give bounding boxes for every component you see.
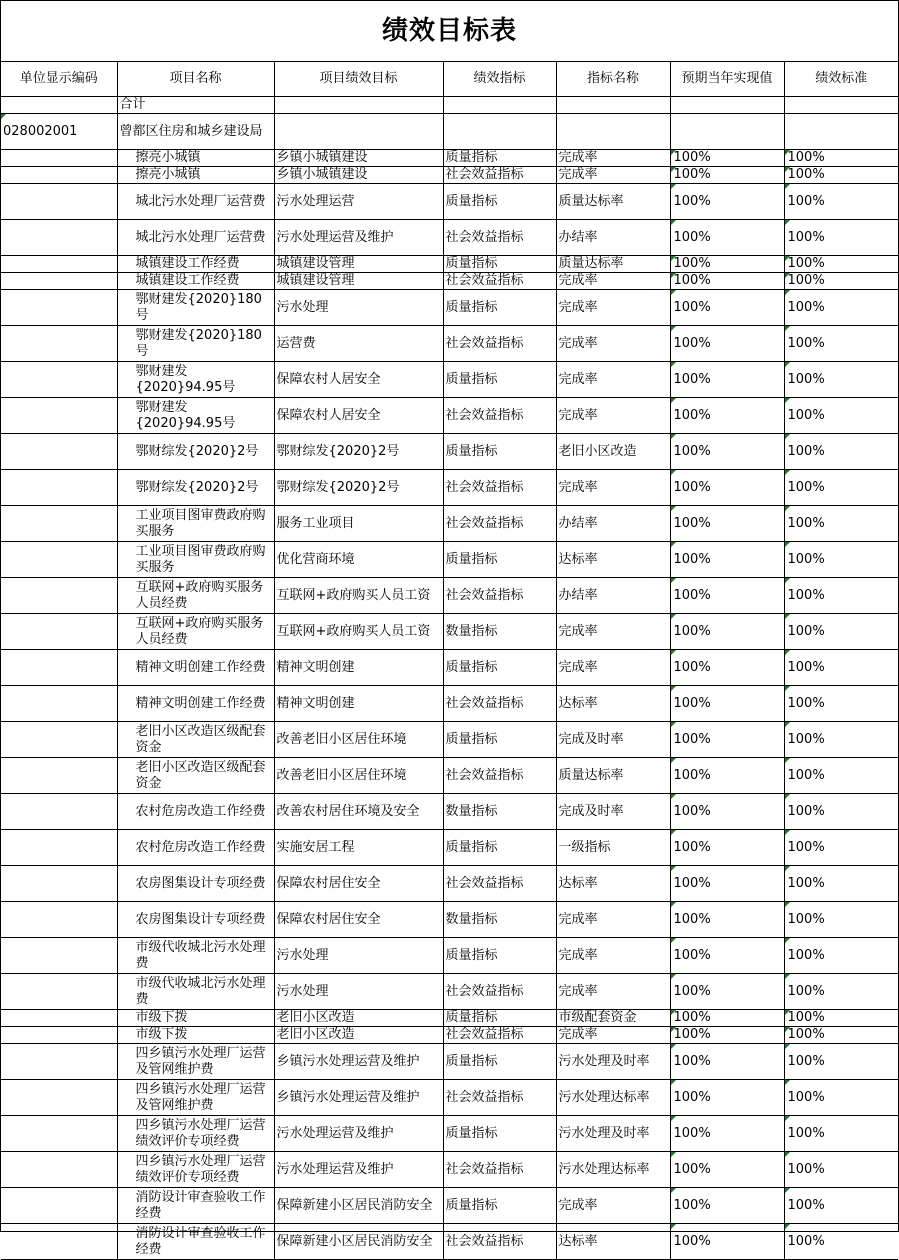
table-row — [1, 506, 898, 542]
project-goal-cell: 精神文明创建 — [274, 686, 443, 722]
project-name-cell: 农村危房改造工作经费 — [117, 794, 274, 830]
unit-code-cell — [1, 362, 117, 398]
indicator-cell: 社会效益指标 — [443, 220, 556, 256]
unit-code-cell — [1, 220, 117, 256]
standard-cell: 100% — [784, 614, 898, 650]
project-goal-cell: 互联网+政府购买人员工资 — [274, 614, 443, 650]
standard-cell: 100% — [784, 1080, 898, 1116]
table-row — [1, 470, 898, 506]
expected-value-cell: 100% — [670, 362, 784, 398]
table-row — [1, 1044, 898, 1080]
table-row — [1, 1224, 898, 1260]
project-name-cell: 消防设计审查验收工作经费 — [117, 1224, 274, 1260]
metric-name-cell: 完成率 — [556, 167, 670, 184]
project-goal-cell: 城镇建设管理 — [274, 273, 443, 290]
unit-code-cell — [1, 273, 117, 290]
header-unit-code: 单位显示编码 — [1, 62, 117, 97]
expected-value-cell: 100% — [670, 650, 784, 686]
table-row — [1, 290, 898, 326]
project-goal-cell: 保障农村人居安全 — [274, 362, 443, 398]
expected-value-cell: 100% — [670, 506, 784, 542]
indicator-cell: 社会效益指标 — [443, 866, 556, 902]
metric-name-cell: 达标率 — [556, 1224, 670, 1260]
metric-name-cell: 完成率 — [556, 470, 670, 506]
expected-value-cell: 100% — [670, 1116, 784, 1152]
total-label: 合计 — [117, 97, 274, 114]
unit-code-cell — [1, 326, 117, 362]
indicator-cell: 社会效益指标 — [443, 470, 556, 506]
table-row — [1, 542, 898, 578]
unit-code-cell — [1, 938, 117, 974]
unit-code-cell — [1, 1188, 117, 1224]
metric-name-cell: 一级指标 — [556, 830, 670, 866]
department-code: 028002001 — [1, 114, 117, 150]
expected-value-cell: 100% — [670, 794, 784, 830]
project-goal-cell: 改善老旧小区居住环境 — [274, 758, 443, 794]
indicator-cell: 质量指标 — [443, 290, 556, 326]
indicator-cell: 社会效益指标 — [443, 506, 556, 542]
unit-code-cell — [1, 150, 117, 167]
department-name: 曾都区住房和城乡建设局 — [117, 114, 274, 150]
expected-value-cell: 100% — [670, 1224, 784, 1260]
standard-cell: 100% — [784, 1224, 898, 1260]
standard-cell: 100% — [784, 1010, 898, 1027]
expected-value-cell: 100% — [670, 542, 784, 578]
indicator-cell: 质量指标 — [443, 256, 556, 273]
table-row — [1, 220, 898, 256]
header-metric-name: 指标名称 — [556, 62, 670, 97]
metric-name-cell: 完成率 — [556, 938, 670, 974]
table-row — [1, 866, 898, 902]
indicator-cell: 社会效益指标 — [443, 578, 556, 614]
metric-name-cell: 完成率 — [556, 326, 670, 362]
metric-name-cell: 质量达标率 — [556, 256, 670, 273]
standard-cell: 100% — [784, 184, 898, 220]
unit-code-cell — [1, 866, 117, 902]
project-goal-cell: 实施安居工程 — [274, 830, 443, 866]
table-row — [1, 902, 898, 938]
header-project-name: 项目名称 — [117, 62, 274, 97]
metric-name-cell: 完成及时率 — [556, 794, 670, 830]
project-name-cell: 擦亮小城镇 — [117, 167, 274, 184]
project-goal-cell: 运营费 — [274, 326, 443, 362]
table-row — [1, 1027, 898, 1044]
standard-cell: 100% — [784, 220, 898, 256]
table-row — [1, 434, 898, 470]
project-goal-cell: 城镇建设管理 — [274, 256, 443, 273]
standard-cell: 100% — [784, 938, 898, 974]
indicator-cell: 社会效益指标 — [443, 398, 556, 434]
metric-name-cell: 完成率 — [556, 614, 670, 650]
unit-code-cell — [1, 256, 117, 273]
project-goal-cell: 服务工业项目 — [274, 506, 443, 542]
indicator-cell: 社会效益指标 — [443, 974, 556, 1010]
indicator-cell: 质量指标 — [443, 722, 556, 758]
expected-value-cell: 100% — [670, 1152, 784, 1188]
expected-value-cell: 100% — [670, 220, 784, 256]
project-goal-cell: 乡镇小城镇建设 — [274, 150, 443, 167]
metric-name-cell: 完成率 — [556, 974, 670, 1010]
header-row — [1, 62, 898, 97]
unit-code-cell — [1, 614, 117, 650]
project-name-cell: 消防设计审查验收工作经费 — [117, 1188, 274, 1224]
unit-code-cell — [1, 830, 117, 866]
standard-cell: 100% — [784, 167, 898, 184]
metric-name-cell: 完成率 — [556, 362, 670, 398]
table-row — [1, 1152, 898, 1188]
expected-value-cell: 100% — [670, 866, 784, 902]
project-goal-cell: 污水处理运营及维护 — [274, 220, 443, 256]
indicator-cell: 质量指标 — [443, 1010, 556, 1027]
standard-cell: 100% — [784, 794, 898, 830]
project-name-cell: 市级代收城北污水处理费 — [117, 974, 274, 1010]
department-row — [1, 114, 898, 150]
project-name-cell: 农村危房改造工作经费 — [117, 830, 274, 866]
standard-cell: 100% — [784, 686, 898, 722]
project-name-cell: 工业项目图审费政府购买服务 — [117, 506, 274, 542]
standard-cell: 100% — [784, 830, 898, 866]
expected-value-cell: 100% — [670, 578, 784, 614]
unit-code-cell — [1, 434, 117, 470]
metric-name-cell: 完成率 — [556, 150, 670, 167]
standard-cell: 100% — [784, 1116, 898, 1152]
table-row — [1, 1080, 898, 1116]
project-name-cell: 精神文明创建工作经费 — [117, 686, 274, 722]
standard-cell: 100% — [784, 578, 898, 614]
unit-code-cell — [1, 974, 117, 1010]
table-row — [1, 1116, 898, 1152]
metric-name-cell: 办结率 — [556, 506, 670, 542]
metric-name-cell: 办结率 — [556, 220, 670, 256]
indicator-cell: 质量指标 — [443, 830, 556, 866]
table-row — [1, 256, 898, 273]
unit-code-cell — [1, 542, 117, 578]
indicator-cell: 社会效益指标 — [443, 273, 556, 290]
header-expected-value: 预期当年实现值 — [670, 62, 784, 97]
expected-value-cell: 100% — [670, 758, 784, 794]
indicator-cell: 社会效益指标 — [443, 1027, 556, 1044]
table-row — [1, 578, 898, 614]
expected-value-cell: 100% — [670, 722, 784, 758]
performance-table — [1, 62, 898, 1260]
indicator-cell: 社会效益指标 — [443, 758, 556, 794]
project-goal-cell: 污水处理 — [274, 938, 443, 974]
standard-cell: 100% — [784, 974, 898, 1010]
unit-code-cell — [1, 1044, 117, 1080]
project-goal-cell: 乡镇污水处理运营及维护 — [274, 1080, 443, 1116]
project-goal-cell: 污水处理运营及维护 — [274, 1116, 443, 1152]
project-goal-cell: 污水处理运营 — [274, 184, 443, 220]
unit-code-cell — [1, 1224, 117, 1260]
metric-name-cell: 达标率 — [556, 866, 670, 902]
project-goal-cell: 精神文明创建 — [274, 650, 443, 686]
header-project-goal: 项目绩效目标 — [274, 62, 443, 97]
project-goal-cell: 鄂财综发{2020}2号 — [274, 470, 443, 506]
expected-value-cell: 100% — [670, 938, 784, 974]
expected-value-cell: 100% — [670, 1027, 784, 1044]
expected-value-cell: 100% — [670, 326, 784, 362]
table-row — [1, 326, 898, 362]
expected-value-cell: 100% — [670, 614, 784, 650]
unit-code-cell — [1, 184, 117, 220]
project-name-cell: 鄂财综发{2020}2号 — [117, 434, 274, 470]
project-goal-cell: 污水处理运营及维护 — [274, 1152, 443, 1188]
project-name-cell: 市级下拨 — [117, 1010, 274, 1027]
project-name-cell: 鄂财建发{2020}180号 — [117, 290, 274, 326]
standard-cell: 100% — [784, 273, 898, 290]
project-goal-cell: 污水处理 — [274, 290, 443, 326]
indicator-cell: 社会效益指标 — [443, 1080, 556, 1116]
table-row — [1, 184, 898, 220]
table-row — [1, 722, 898, 758]
expected-value-cell: 100% — [670, 470, 784, 506]
project-goal-cell: 老旧小区改造 — [274, 1027, 443, 1044]
unit-code-cell — [1, 1116, 117, 1152]
indicator-cell: 社会效益指标 — [443, 326, 556, 362]
table-row — [1, 830, 898, 866]
unit-code-cell — [1, 1080, 117, 1116]
standard-cell: 100% — [784, 398, 898, 434]
project-name-cell: 城北污水处理厂运营费 — [117, 184, 274, 220]
indicator-cell: 数量指标 — [443, 614, 556, 650]
project-name-cell: 市级下拨 — [117, 1027, 274, 1044]
unit-code-cell — [1, 1027, 117, 1044]
indicator-cell: 质量指标 — [443, 150, 556, 167]
unit-code-cell — [1, 290, 117, 326]
metric-name-cell: 质量达标率 — [556, 758, 670, 794]
sheet-title: 绩效目标表 — [1, 1, 898, 62]
standard-cell: 100% — [784, 1152, 898, 1188]
standard-cell: 100% — [784, 434, 898, 470]
metric-name-cell: 完成率 — [556, 398, 670, 434]
expected-value-cell: 100% — [670, 150, 784, 167]
metric-name-cell: 完成率 — [556, 1027, 670, 1044]
unit-code-cell — [1, 470, 117, 506]
unit-code-cell — [1, 794, 117, 830]
metric-name-cell: 污水处理达标率 — [556, 1080, 670, 1116]
expected-value-cell: 100% — [670, 686, 784, 722]
standard-cell: 100% — [784, 650, 898, 686]
metric-name-cell: 完成及时率 — [556, 722, 670, 758]
project-name-cell: 老旧小区改造区级配套资金 — [117, 722, 274, 758]
standard-cell: 100% — [784, 150, 898, 167]
project-name-cell: 互联网+政府购买服务人员经费 — [117, 614, 274, 650]
unit-code-cell — [1, 722, 117, 758]
expected-value-cell: 100% — [670, 1010, 784, 1027]
project-name-cell: 鄂财建发{2020}94.95号 — [117, 398, 274, 434]
expected-value-cell: 100% — [670, 830, 784, 866]
standard-cell: 100% — [784, 256, 898, 273]
standard-cell: 100% — [784, 1044, 898, 1080]
expected-value-cell: 100% — [670, 184, 784, 220]
standard-cell: 100% — [784, 902, 898, 938]
unit-code-cell — [1, 1010, 117, 1027]
project-name-cell: 互联网+政府购买服务人员经费 — [117, 578, 274, 614]
standard-cell: 100% — [784, 1027, 898, 1044]
unit-code-cell — [1, 758, 117, 794]
table-row — [1, 167, 898, 184]
project-name-cell: 农房图集设计专项经费 — [117, 866, 274, 902]
project-name-cell: 精神文明创建工作经费 — [117, 650, 274, 686]
standard-cell: 100% — [784, 722, 898, 758]
indicator-cell: 质量指标 — [443, 542, 556, 578]
standard-cell: 100% — [784, 758, 898, 794]
standard-cell: 100% — [784, 470, 898, 506]
metric-name-cell: 市级配套资金 — [556, 1010, 670, 1027]
table-row — [1, 1188, 898, 1224]
metric-name-cell: 完成率 — [556, 650, 670, 686]
expected-value-cell: 100% — [670, 273, 784, 290]
project-goal-cell: 保障农村居住安全 — [274, 866, 443, 902]
metric-name-cell: 老旧小区改造 — [556, 434, 670, 470]
indicator-cell: 数量指标 — [443, 902, 556, 938]
expected-value-cell: 100% — [670, 256, 784, 273]
total-row — [1, 97, 898, 114]
metric-name-cell: 完成率 — [556, 1188, 670, 1224]
indicator-cell: 质量指标 — [443, 1116, 556, 1152]
standard-cell: 100% — [784, 542, 898, 578]
project-name-cell: 擦亮小城镇 — [117, 150, 274, 167]
project-name-cell: 城镇建设工作经费 — [117, 256, 274, 273]
project-goal-cell: 保障农村人居安全 — [274, 398, 443, 434]
indicator-cell: 质量指标 — [443, 938, 556, 974]
project-name-cell: 城镇建设工作经费 — [117, 273, 274, 290]
metric-name-cell: 完成率 — [556, 273, 670, 290]
indicator-cell: 质量指标 — [443, 434, 556, 470]
header-standard: 绩效标准 — [784, 62, 898, 97]
header-indicator: 绩效指标 — [443, 62, 556, 97]
project-goal-cell: 保障新建小区居民消防安全 — [274, 1188, 443, 1224]
project-goal-cell: 保障新建小区居民消防安全 — [274, 1224, 443, 1260]
unit-code-cell — [1, 686, 117, 722]
project-name-cell: 鄂财综发{2020}2号 — [117, 470, 274, 506]
metric-name-cell: 质量达标率 — [556, 184, 670, 220]
indicator-cell: 质量指标 — [443, 1044, 556, 1080]
standard-cell: 100% — [784, 1188, 898, 1224]
unit-code-cell — [1, 902, 117, 938]
expected-value-cell: 100% — [670, 290, 784, 326]
project-goal-cell: 老旧小区改造 — [274, 1010, 443, 1027]
project-name-cell: 鄂财建发{2020}180号 — [117, 326, 274, 362]
project-goal-cell: 鄂财综发{2020}2号 — [274, 434, 443, 470]
project-name-cell: 四乡镇污水处理厂运营绩效评价专项经费 — [117, 1152, 274, 1188]
metric-name-cell: 达标率 — [556, 542, 670, 578]
metric-name-cell: 污水处理及时率 — [556, 1116, 670, 1152]
table-row — [1, 686, 898, 722]
table-row — [1, 794, 898, 830]
table-row — [1, 758, 898, 794]
table-row — [1, 273, 898, 290]
project-goal-cell: 乡镇污水处理运营及维护 — [274, 1044, 443, 1080]
metric-name-cell: 完成率 — [556, 902, 670, 938]
project-name-cell: 四乡镇污水处理厂运营及管网维护费 — [117, 1080, 274, 1116]
indicator-cell: 社会效益指标 — [443, 686, 556, 722]
unit-code-cell — [1, 167, 117, 184]
expected-value-cell: 100% — [670, 434, 784, 470]
standard-cell: 100% — [784, 362, 898, 398]
expected-value-cell: 100% — [670, 902, 784, 938]
expected-value-cell: 100% — [670, 398, 784, 434]
unit-code-cell — [1, 578, 117, 614]
indicator-cell: 质量指标 — [443, 1188, 556, 1224]
indicator-cell: 社会效益指标 — [443, 167, 556, 184]
table-row — [1, 614, 898, 650]
expected-value-cell: 100% — [670, 1188, 784, 1224]
expected-value-cell: 100% — [670, 167, 784, 184]
project-goal-cell: 乡镇小城镇建设 — [274, 167, 443, 184]
indicator-cell: 质量指标 — [443, 650, 556, 686]
project-name-cell: 工业项目图审费政府购买服务 — [117, 542, 274, 578]
table-row — [1, 1010, 898, 1027]
table-row — [1, 974, 898, 1010]
table-row — [1, 398, 898, 434]
indicator-cell: 质量指标 — [443, 362, 556, 398]
metric-name-cell: 完成率 — [556, 290, 670, 326]
unit-code-cell — [1, 398, 117, 434]
project-name-cell: 老旧小区改造区级配套资金 — [117, 758, 274, 794]
indicator-cell: 社会效益指标 — [443, 1152, 556, 1188]
project-name-cell: 四乡镇污水处理厂运营及管网维护费 — [117, 1044, 274, 1080]
indicator-cell: 质量指标 — [443, 184, 556, 220]
unit-code-cell — [1, 1152, 117, 1188]
project-goal-cell: 优化营商环境 — [274, 542, 443, 578]
standard-cell: 100% — [784, 506, 898, 542]
project-goal-cell: 保障农村居住安全 — [274, 902, 443, 938]
project-goal-cell: 改善老旧小区居住环境 — [274, 722, 443, 758]
expected-value-cell: 100% — [670, 1044, 784, 1080]
project-name-cell: 市级代收城北污水处理费 — [117, 938, 274, 974]
project-goal-cell: 改善农村居住环境及安全 — [274, 794, 443, 830]
metric-name-cell: 达标率 — [556, 686, 670, 722]
standard-cell: 100% — [784, 290, 898, 326]
standard-cell: 100% — [784, 866, 898, 902]
project-goal-cell: 污水处理 — [274, 974, 443, 1010]
project-name-cell: 四乡镇污水处理厂运营绩效评价专项经费 — [117, 1116, 274, 1152]
table-row — [1, 650, 898, 686]
standard-cell: 100% — [784, 326, 898, 362]
expected-value-cell: 100% — [670, 974, 784, 1010]
project-name-cell: 农房图集设计专项经费 — [117, 902, 274, 938]
unit-code-cell — [1, 506, 117, 542]
unit-code-cell — [1, 650, 117, 686]
table-row — [1, 150, 898, 167]
indicator-cell: 社会效益指标 — [443, 1224, 556, 1260]
indicator-cell: 数量指标 — [443, 794, 556, 830]
project-name-cell: 鄂财建发{2020}94.95号 — [117, 362, 274, 398]
table-row — [1, 362, 898, 398]
metric-name-cell: 办结率 — [556, 578, 670, 614]
project-name-cell: 城北污水处理厂运营费 — [117, 220, 274, 256]
project-goal-cell: 互联网+政府购买人员工资 — [274, 578, 443, 614]
expected-value-cell: 100% — [670, 1080, 784, 1116]
metric-name-cell: 污水处理达标率 — [556, 1152, 670, 1188]
metric-name-cell: 污水处理及时率 — [556, 1044, 670, 1080]
table-row — [1, 938, 898, 974]
